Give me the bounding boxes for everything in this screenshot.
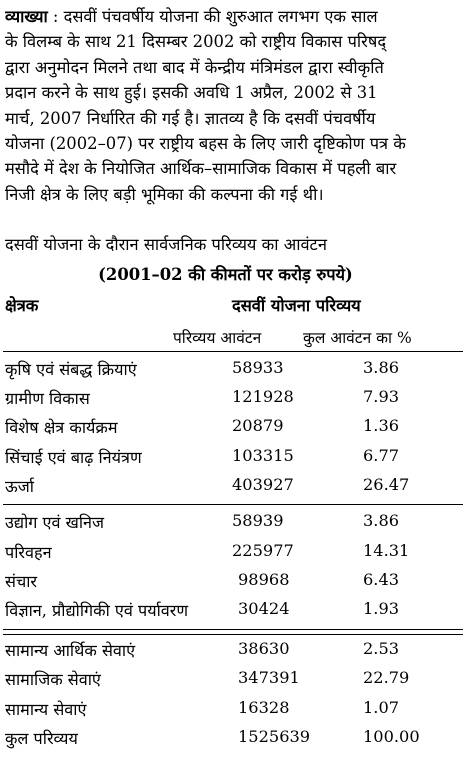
- table-divider: [3, 634, 463, 635]
- header-sector: क्षेत्रक: [5, 296, 39, 315]
- allocation-cell: 98968: [238, 570, 290, 589]
- sector-cell: ऊर्जा: [5, 477, 34, 496]
- percent-cell: 7.93: [363, 387, 400, 406]
- table-row: [0, 473, 462, 501]
- paragraph-line: निजी क्षेत्र के लिए बड़ी भूमिका की कल्पना की गई थी।: [5, 184, 324, 204]
- table-row: [0, 444, 462, 472]
- percent-cell: 22.79: [363, 668, 410, 687]
- sector-cell: उद्योग एवं खनिज: [5, 513, 105, 532]
- allocation-cell: 30424: [238, 599, 290, 618]
- paragraph-line: के विलम्ब के साथ 21 दिसम्बर 2002 को राष्ट्रीय विकास परिषद्: [5, 32, 387, 52]
- paragraph-line: मसौदे में देश के नियोजित आर्थिक–सामाजिक विकास में पहली बार: [5, 159, 397, 179]
- paragraph-line-text: : दसवीं पंचवर्षीय योजना की शुरुआत लगभग एक साल: [47, 7, 378, 26]
- sector-cell: सामाजिक सेवाएं: [5, 670, 101, 689]
- allocation-cell: 403927: [232, 475, 294, 494]
- table-row: [0, 356, 462, 384]
- table-subtitle: (2001–02 की कीमतों पर करोड़ रुपये): [98, 265, 353, 284]
- header-plan-outlay: दसवीं योजना परिव्यय: [232, 296, 361, 315]
- allocation-cell: 20879: [232, 416, 284, 435]
- percent-cell: 3.86: [363, 358, 400, 377]
- table-row: [0, 568, 462, 596]
- percent-cell: 100.00: [363, 727, 420, 746]
- table-divider: [3, 629, 463, 630]
- allocation-cell: 225977: [232, 541, 294, 560]
- table-row: [0, 414, 462, 442]
- allocation-cell: 58933: [232, 358, 284, 377]
- percent-cell: 6.43: [363, 570, 400, 589]
- sector-cell: कुल परिव्यय: [5, 729, 78, 748]
- paragraph-line: योजना (2002–07) पर राष्ट्रीय बहस के लिए जारी दृष्टिकोण पत्र के: [5, 134, 406, 154]
- sector-cell: सामान्य आर्थिक सेवाएं: [5, 641, 136, 660]
- percent-cell: 1.36: [363, 416, 400, 435]
- table-row: [0, 509, 462, 537]
- percent-cell: 1.93: [363, 599, 400, 618]
- table-caption: दसवीं योजना के दौरान सार्वजनिक परिव्यय का आवंटन: [5, 235, 327, 254]
- sector-cell: विज्ञान, प्रौद्योगिकी एवं पर्यावरण: [5, 601, 189, 620]
- allocation-cell: 1525639: [238, 727, 311, 746]
- percent-cell: 1.07: [363, 698, 400, 717]
- table-divider: [3, 504, 463, 505]
- subheader-allocation: परिव्यय आवंटन: [173, 329, 262, 347]
- sector-cell: विशेष क्षेत्र कार्यक्रम: [5, 418, 118, 437]
- table-row: [0, 637, 462, 665]
- allocation-cell: 121928: [232, 387, 294, 406]
- sector-cell: कृषि एवं संबद्ध क्रियाएं: [5, 360, 137, 379]
- percent-cell: 6.77: [363, 446, 400, 465]
- percent-cell: 2.53: [363, 639, 400, 658]
- allocation-cell: 38630: [238, 639, 290, 658]
- subheader-percent: कुल आवंटन का %: [303, 329, 412, 347]
- table-row: [0, 666, 462, 694]
- table-row: [0, 539, 462, 567]
- table-row: [0, 696, 462, 724]
- percent-cell: 14.31: [363, 541, 410, 560]
- sector-cell: परिवहन: [5, 543, 52, 562]
- table-row: [0, 597, 462, 625]
- sector-cell: सिंचाई एवं बाढ़ नियंत्रण: [5, 448, 142, 467]
- table-divider: [3, 351, 463, 352]
- paragraph-lead: व्याख्या: [5, 7, 48, 26]
- table-row: [0, 385, 462, 413]
- sector-cell: संचार: [5, 572, 38, 591]
- paragraph-line: प्रदान करने के साथ हुई। इसकी अवधि 1 अप्रैल, 2002 से 31: [5, 83, 378, 103]
- sector-cell: सामान्य सेवाएं: [5, 700, 87, 719]
- percent-cell: 26.47: [363, 475, 410, 494]
- paragraph-line: द्वारा अनुमोदन मिलने तथा बाद में केन्द्रीय मंत्रिमंडल द्वारा स्वीकृति: [5, 57, 384, 77]
- paragraph-line: मार्च, 2007 निर्धारित की गई है। ज्ञातव्य है कि दसवीं पंचवर्षीय: [5, 108, 376, 128]
- allocation-cell: 16328: [238, 698, 290, 717]
- allocation-cell: 58939: [232, 511, 284, 530]
- paragraph-line: [5, 4, 457, 29]
- sector-cell: ग्रामीण विकास: [5, 389, 90, 408]
- allocation-cell: 103315: [232, 446, 294, 465]
- percent-cell: 3.86: [363, 511, 400, 530]
- explanation-paragraph: [5, 4, 457, 207]
- allocation-cell: 347391: [238, 668, 300, 687]
- table-row-total: [0, 725, 462, 753]
